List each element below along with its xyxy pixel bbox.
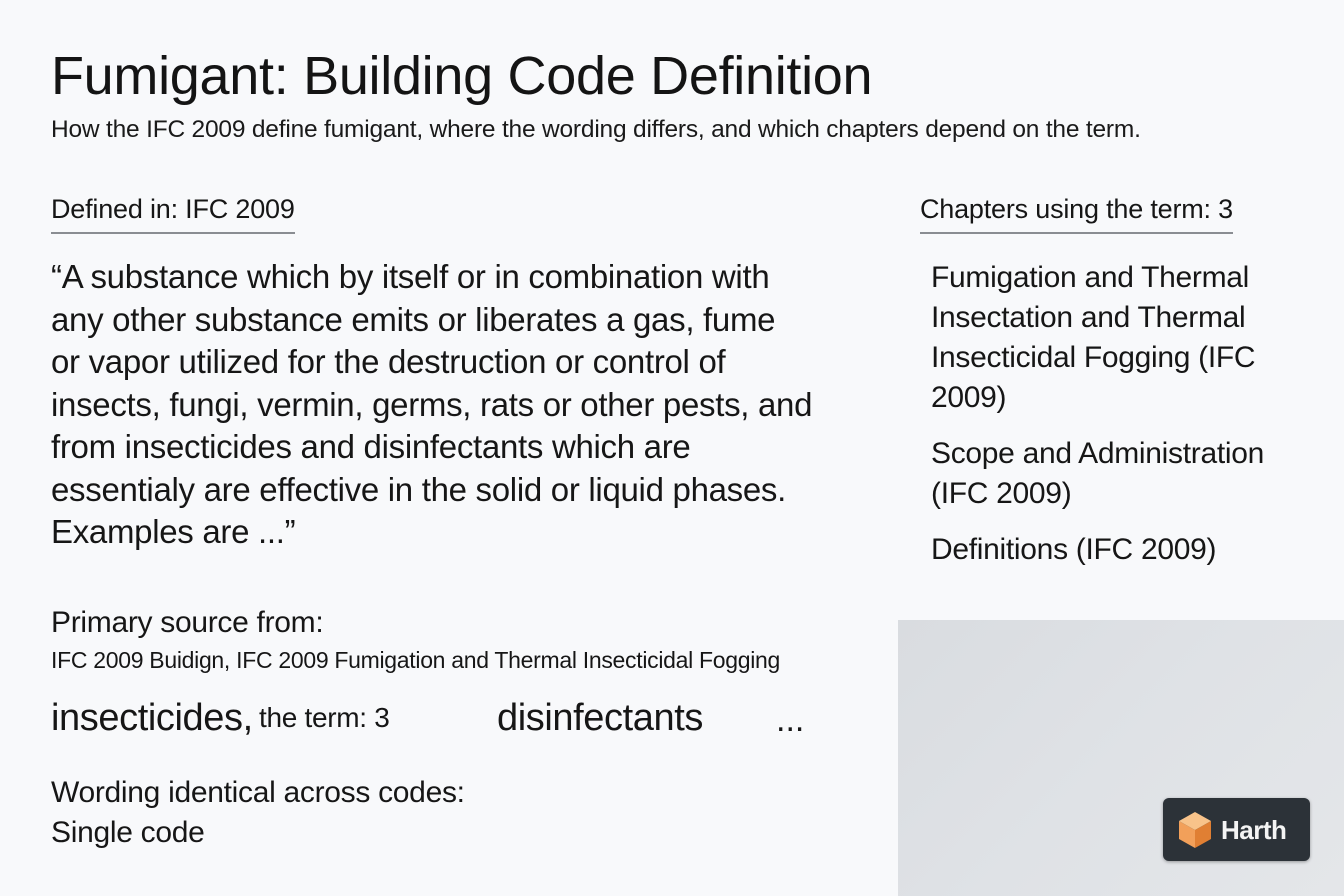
chapter-item: Fumigation and Thermal Insectation and Thermal Insecticidal Fogging (IFC 2009) <box>931 261 1256 414</box>
primary-source-label: Primary source from: <box>51 606 324 639</box>
term-count: the term: 3 <box>259 702 390 733</box>
brand-badge <box>1163 798 1310 861</box>
page-title: Fumigant: Building Code Definition <box>51 46 873 106</box>
chapters-heading: Chapters using the term: 3 <box>920 192 1233 234</box>
definition-quote: “A substance which by itself or in combination with any other substance emits or liberates a gas, fume or vapor utilized for the destruction or control of insects, fungi, vermin, germs, rats or other pests, and from insecticides and disinfectants which are essentialy are effective in the solid or liquid phases. Examples are ...” <box>51 258 813 550</box>
chapter-list <box>931 258 1311 586</box>
cube-logo-icon <box>1175 810 1215 850</box>
defined-in-heading: Defined in: IFC 2009 <box>51 192 295 234</box>
chapter-item: Scope and Administration (IFC 2009) <box>931 437 1265 510</box>
wording-label: Wording identical across codes: <box>51 776 465 809</box>
page-subtitle: How the IFC 2009 define fumigant, where the wording differs, and which chapters depend on the term. <box>51 116 1141 143</box>
term-ellipsis: ... <box>776 701 805 739</box>
term-disinfectants: disinfectants <box>497 697 704 739</box>
brand-name: Harth <box>1221 814 1287 845</box>
primary-source-value: IFC 2009 Buidign, IFC 2009 Fumigation and Thermal Insecticidal Fogging <box>51 647 781 673</box>
term-insecticides: insecticides, <box>51 697 253 739</box>
wording-value: Single code <box>51 816 205 849</box>
chapter-item: Definitions (IFC 2009) <box>931 533 1217 566</box>
